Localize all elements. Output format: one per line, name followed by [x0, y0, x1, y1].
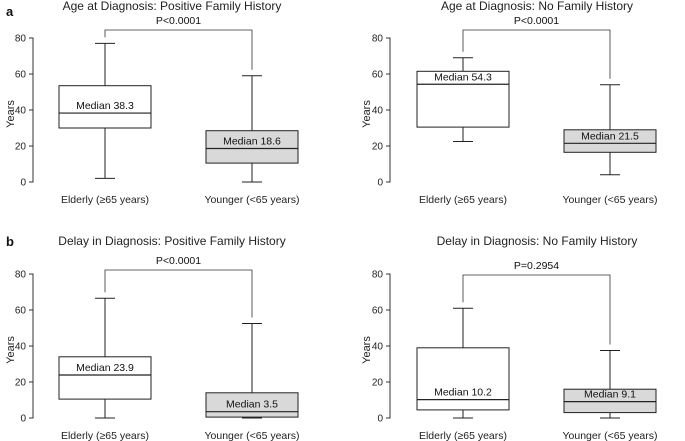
y-tick-label: 80	[14, 33, 26, 45]
category-label: Elderly (≥65 years)	[60, 430, 150, 441]
significance-bracket	[105, 270, 252, 318]
chart-age-positive	[5, 0, 300, 206]
chart-age-no-history	[361, 0, 658, 206]
y-tick-label: 0	[20, 177, 26, 189]
category-label: Younger (<65 years)	[562, 430, 658, 441]
median-label: Median 23.9	[76, 361, 134, 374]
median-label: Median 38.3	[76, 100, 134, 113]
y-tick-label: 0	[377, 177, 383, 189]
y-axis-label: Years	[5, 336, 17, 364]
box-1	[206, 76, 298, 182]
y-tick-label: 80	[14, 269, 26, 281]
category-label: Younger (<65 years)	[562, 194, 658, 206]
panel-label-b: b	[6, 234, 14, 249]
category-label: Elderly (≥65 years)	[60, 194, 150, 206]
significance-bracket	[105, 30, 252, 70]
y-axis-label: Years	[361, 100, 373, 128]
y-tick-label: 0	[20, 413, 26, 425]
y-tick-label: 60	[371, 69, 383, 81]
chart-title: Delay in Diagnosis: No Family History	[436, 234, 638, 248]
y-tick-label: 20	[14, 377, 26, 389]
median-label: Median 54.3	[434, 71, 492, 84]
box-1	[564, 351, 656, 419]
y-tick-label: 20	[371, 377, 383, 389]
p-value-label: P=0.2954	[513, 260, 560, 272]
median-label: Median 18.6	[223, 135, 281, 148]
y-tick-label: 80	[371, 269, 383, 281]
p-value-label: P<0.0001	[513, 15, 560, 27]
box-1	[206, 324, 298, 419]
chart-delay-no-history	[361, 234, 658, 441]
y-tick-label: 0	[377, 413, 383, 425]
chart-title: Age at Diagnosis: Positive Family History	[62, 0, 282, 13]
median-label: Median 21.5	[581, 130, 639, 143]
y-tick-label: 40	[14, 341, 26, 353]
y-tick-label: 40	[371, 341, 383, 353]
chart-delay-positive	[5, 234, 300, 441]
panel-label-a: a	[6, 4, 14, 19]
y-tick-label: 60	[14, 69, 26, 81]
category-label: Younger (<65 years)	[204, 194, 300, 206]
box-1	[564, 85, 656, 175]
y-tick-label: 20	[371, 141, 383, 153]
y-tick-label: 20	[14, 141, 26, 153]
box-0	[59, 298, 151, 418]
y-axis-label: Years	[5, 100, 17, 128]
significance-bracket	[463, 275, 610, 345]
box-0	[417, 58, 509, 142]
chart-title: Age at Diagnosis: No Family History	[440, 0, 634, 13]
chart-title: Delay in Diagnosis: Positive Family History	[58, 234, 286, 248]
box-0	[59, 43, 151, 178]
category-label: Younger (<65 years)	[204, 430, 300, 441]
p-value-label: P<0.0001	[155, 15, 202, 27]
y-tick-label: 40	[14, 105, 26, 117]
median-label: Median 9.1	[584, 388, 636, 401]
y-tick-label: 80	[371, 33, 383, 45]
y-axis-label: Years	[361, 336, 373, 364]
p-value-label: P<0.0001	[155, 255, 202, 267]
y-tick-label: 40	[371, 105, 383, 117]
y-tick-label: 60	[14, 305, 26, 317]
iqr-box	[417, 348, 509, 410]
y-tick-label: 60	[371, 305, 383, 317]
category-label: Elderly (≥65 years)	[418, 194, 508, 206]
box-0	[417, 308, 509, 418]
median-label: Median 10.2	[434, 386, 492, 399]
category-label: Elderly (≥65 years)	[418, 430, 508, 441]
median-label: Median 3.5	[226, 398, 278, 411]
